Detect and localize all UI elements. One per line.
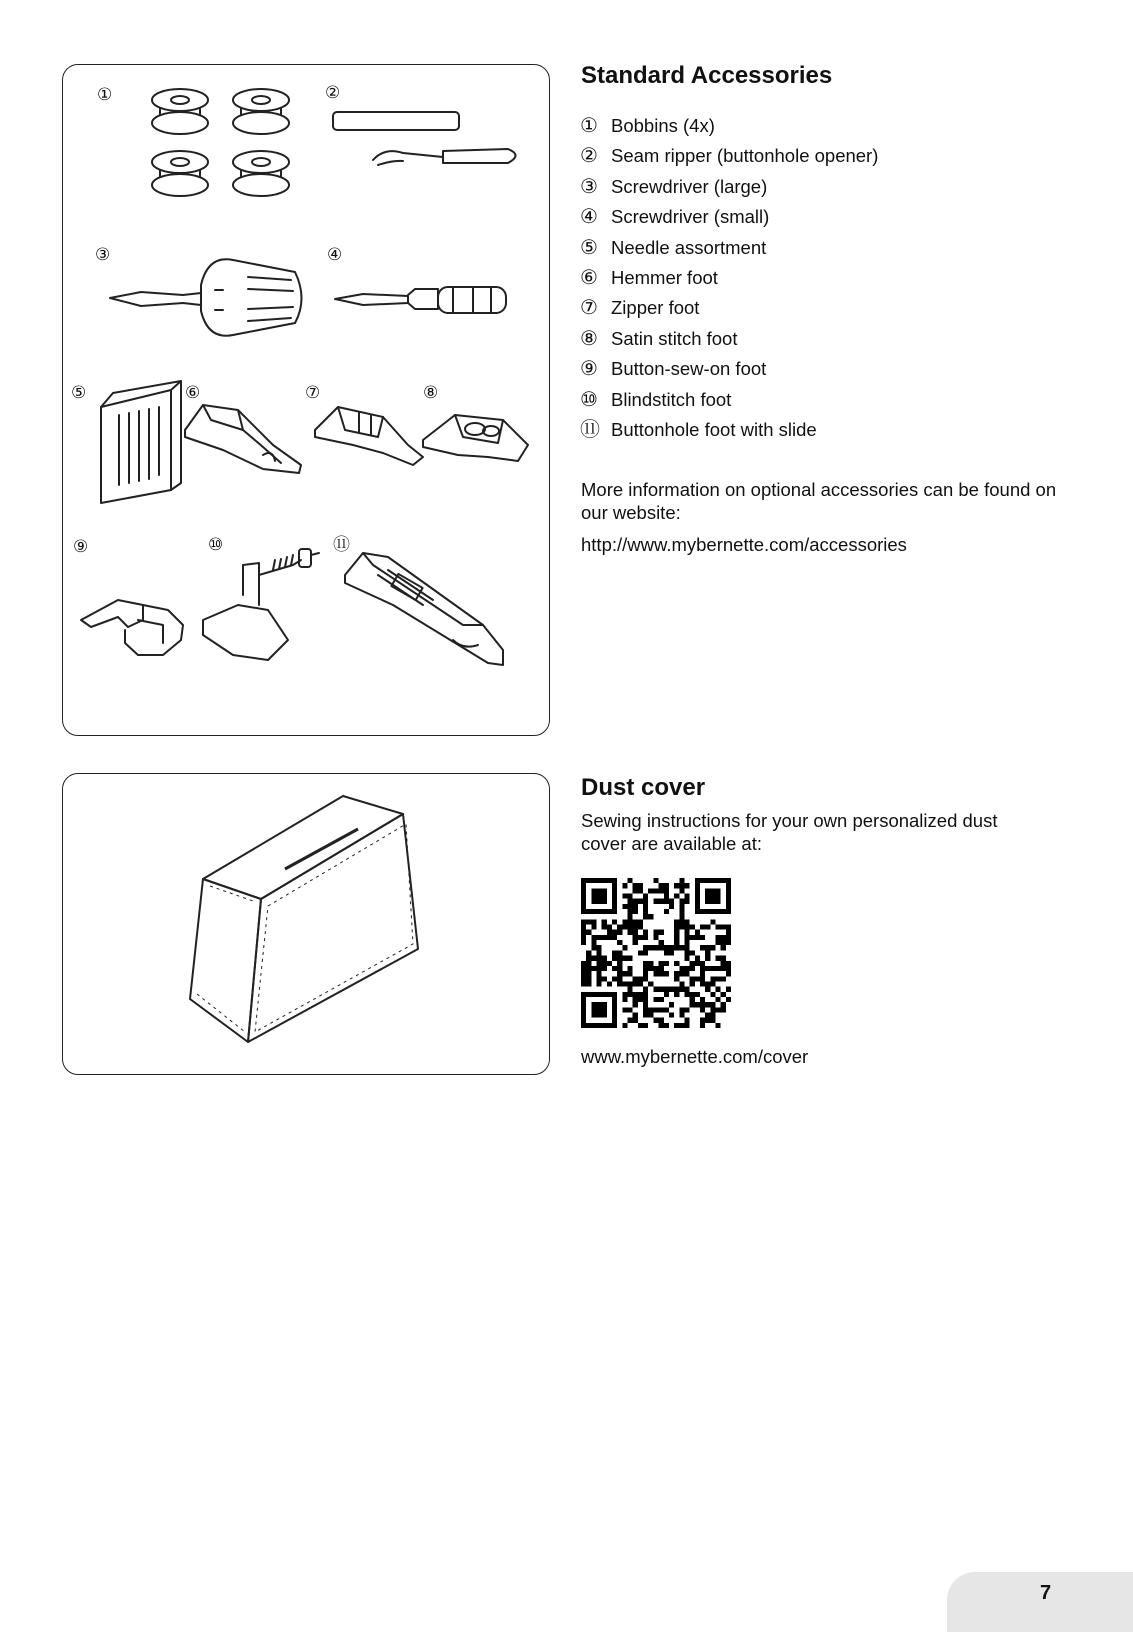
dust-cover-drawing [63,774,549,1074]
figure-label-6: ⑥ [185,383,201,403]
buttonhole-foot-icon [345,553,503,665]
bobbin-icon [233,89,289,134]
bobbin-icon [152,89,208,134]
item-label: Blindstitch foot [611,388,732,410]
list-item [580,384,878,414]
item-number: ⑥ [580,264,598,289]
dust-cover-heading: Dust cover [581,774,706,801]
list-item [580,262,878,292]
item-label: Zipper foot [611,297,700,319]
dust-cover-text: Sewing instructions for your own personalized dust cover are available at: [581,810,998,854]
item-number: ⑪ [580,416,600,441]
list-item [580,171,878,201]
item-label: Needle assortment [611,236,767,258]
button-sew-on-foot-icon [81,600,183,655]
item-label: Button-sew-on foot [611,358,767,380]
seam-ripper-icon [333,112,516,165]
item-label: Bobbins (4x) [611,115,715,136]
accessories-list [580,110,878,444]
item-number: ⑧ [580,325,598,350]
list-item [580,110,878,140]
item-label: Buttonhole foot with slide [611,418,817,440]
item-number: ③ [580,173,598,198]
figure-label-1: ① [97,85,113,105]
satin-stitch-foot-icon [423,415,528,461]
hemmer-foot-icon [185,405,301,473]
item-label: Satin stitch foot [611,327,738,349]
standard-accessories-heading: Standard Accessories [581,62,833,89]
figure-label-10: ⑩ [208,535,224,555]
item-number: ⑩ [580,386,598,411]
figure-label-3: ③ [95,245,111,265]
page-number: 7 [1040,1582,1052,1604]
list-item [580,323,878,353]
dust-cover-illustration-panel [62,773,550,1075]
figure-label-4: ④ [327,245,343,265]
large-screwdriver-icon [110,259,302,335]
figure-label-11: ⑪ [333,535,350,555]
item-number: ⑤ [580,234,598,259]
item-number: ① [580,113,598,137]
list-item [580,140,878,170]
bobbin-icon [233,151,289,196]
blindstitch-foot-icon [203,549,319,660]
item-label: Screwdriver (large) [611,175,768,197]
item-label: Screwdriver (small) [611,206,770,228]
item-number: ⑨ [580,356,598,381]
dust-cover-url-link[interactable]: www.mybernette.com/cover [581,1046,809,1067]
list-item [580,232,878,262]
item-number: ④ [580,204,598,229]
needle-assortment-icon [101,381,181,503]
small-screwdriver-icon [335,287,506,313]
list-item [580,292,878,322]
list-item [580,353,878,383]
figure-label-2: ② [325,83,341,103]
accessories-illustration-panel [62,64,550,736]
figure-label-5: ⑤ [71,383,87,403]
list-item [580,201,878,231]
dust-cover-icon [190,796,418,1042]
item-label: Seam ripper (buttonhole opener) [611,145,879,167]
item-number: ⑦ [580,295,598,320]
accessories-url-link[interactable]: http://www.mybernette.com/accessories [581,534,907,555]
item-label: Hemmer foot [611,266,718,288]
qr-code-icon[interactable] [581,878,731,1028]
list-item [580,414,878,444]
figure-label-9: ⑨ [73,537,89,557]
figure-label-8: ⑧ [423,383,439,403]
more-info-text: More information on optional accessories can be found on our website: [581,479,1057,523]
figure-label-7: ⑦ [305,383,321,403]
item-number: ② [580,143,598,168]
bobbin-icon [152,151,208,196]
zipper-foot-icon [315,407,423,465]
